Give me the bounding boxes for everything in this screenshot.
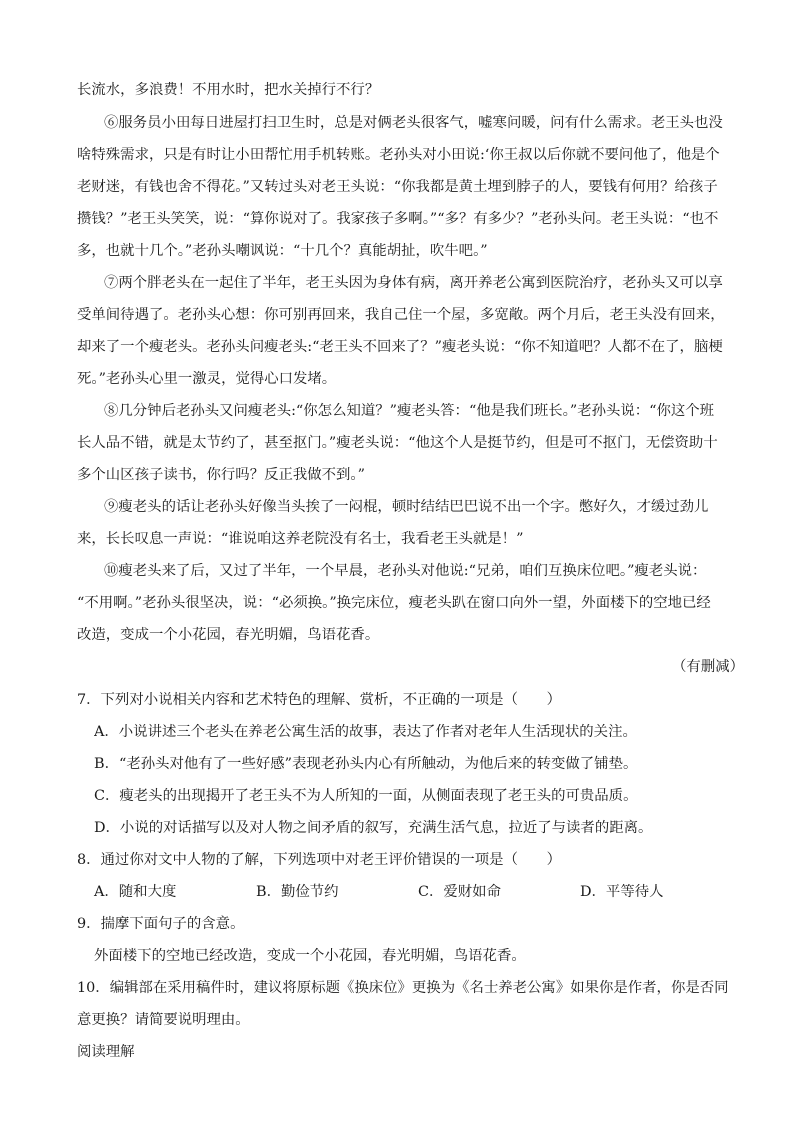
q8-option-b: B．勤俭节约 (256, 884, 339, 900)
text-line: 改造，变成一个小花园，春光明媚，鸟语花香。 (77, 627, 380, 643)
text-line: 长人品不错，就是太节约了，甚至抠门。”瘦老头说：“他这个人是挺节约，但是可不抠门，无偿资助十 (77, 435, 718, 451)
text-line: 来，长长叹息一声说：“谁说咱这养老院没有名士，我看老王头就是！” (77, 531, 524, 547)
paragraph-6: ⑥服务员小田每日进屋打扫卫生时，总是对俩老头很客气，嘘寒问暖，问有什么需求。老王头也没 (104, 115, 723, 131)
text-line: 老财迷，有钱也舍不得花。”又转过头对老王头说：“你我都是黄土埋到脖子的人，要钱有何用？给孩子 (77, 179, 718, 195)
text-line: 意更换？请简要说明理由。 (77, 1012, 250, 1028)
question-8: 8．通过你对文中人物的了解，下列选项中对老王评价错误的一项是（ ） (77, 852, 562, 868)
q9-sentence: 外面楼下的空地已经改造，变成一个小花园，春光明媚，鸟语花香。 (94, 948, 526, 964)
question-10: 10．编辑部在采用稿件时，建议将原标题《换床位》更换为《名士养老公寓》如果你是作者，你是否同 (77, 980, 729, 996)
text-line: 长流水，多浪费！不用水时，把水关掉行不行？ (77, 82, 380, 98)
paragraph-8: ⑧几分钟后老孙头又问瘦老头:“你怎么知道？”瘦老头答：“他是我们班长。”老孙头说：“你这个班 (104, 403, 715, 419)
question-9: 9．揣摩下面句子的含意。 (77, 916, 245, 932)
paragraph-10: ⑩瘦老头来了后，又过了半年，一个早晨，老孙头对他说:“兄弟，咱们互换床位吧。”瘦老头说： (104, 563, 707, 579)
text-line: “不用啊。”老孙头很坚决，说：“必须换。”换完床位，瘦老头趴在窗口向外一望，外面楼下的空地已经 (77, 595, 711, 611)
text-line: 多，也就十几个。”老孙头嘲讽说：“十几个？真能胡扯，吹牛吧。” (77, 243, 488, 259)
question-7: 7．下列对小说相关内容和艺术特色的理解、赏析，不正确的一项是（ ） (77, 692, 562, 708)
q8-option-c: C．爱财如命 (418, 884, 501, 900)
text-line: 受单间待遇了。老孙头心想：你可别再回来，我自己住一个屋，多宽敞。两个月后，老王头没有回来， (77, 307, 725, 323)
text-line: 攒钱？”老王头笑笑，说：“算你说对了。我家孩子多啊。”“多？有多少？”老孙头问。老王头说：“也不 (77, 211, 719, 227)
q7-option-b: B．“老孙头对他有了一些好感”表现老孙头内心有所触动，为他后来的转变做了铺垫。 (94, 756, 638, 772)
paragraph-7: ⑦两个胖老头在一起住了半年，老王头因为身体有病，离开养老公寓到医院治疗，老孙头又可以享 (104, 275, 723, 291)
text-line: 多个山区孩子读书，你行吗？反正我做不到。” (77, 467, 365, 483)
text-line: 死。”老孙头心里一激灵，觉得心口发堵。 (77, 371, 337, 387)
section-heading: 阅读理解 (77, 1044, 135, 1060)
q8-option-a: A．随和大度 (94, 884, 177, 900)
abridged-note: （有删减） (672, 659, 744, 675)
text-line: 却来了一个瘦老头。老孙头问瘦老头:“老王头不回来了？”瘦老头说：“你不知道吧？人都不在了，脑梗 (77, 339, 723, 355)
q7-option-a: A．小说讲述三个老头在养老公寓生活的故事，表达了作者对老年人生活现状的关注。 (94, 724, 637, 740)
text-line: 啥特殊需求，只是有时让小田帮忙用手机转账。老孙头对小田说:‘你王叔以后你就不要问他了，他是个 (77, 147, 720, 163)
q8-options (94, 882, 734, 904)
q7-option-c: C．瘦老头的出现揭开了老王头不为人所知的一面，从侧面表现了老王头的可贵品质。 (94, 788, 638, 804)
paragraph-9: ⑨瘦老头的话让老孙头好像当头挨了一闷棍，顿时结结巴巴说不出一个字。憋好久，才缓过劲儿 (104, 499, 709, 515)
q7-option-d: D．小说的对话描写以及对人物之间矛盾的叙写，充满生活气息，拉近了与读者的距离。 (94, 820, 653, 836)
q8-option-d: D．平等待人 (580, 884, 664, 900)
